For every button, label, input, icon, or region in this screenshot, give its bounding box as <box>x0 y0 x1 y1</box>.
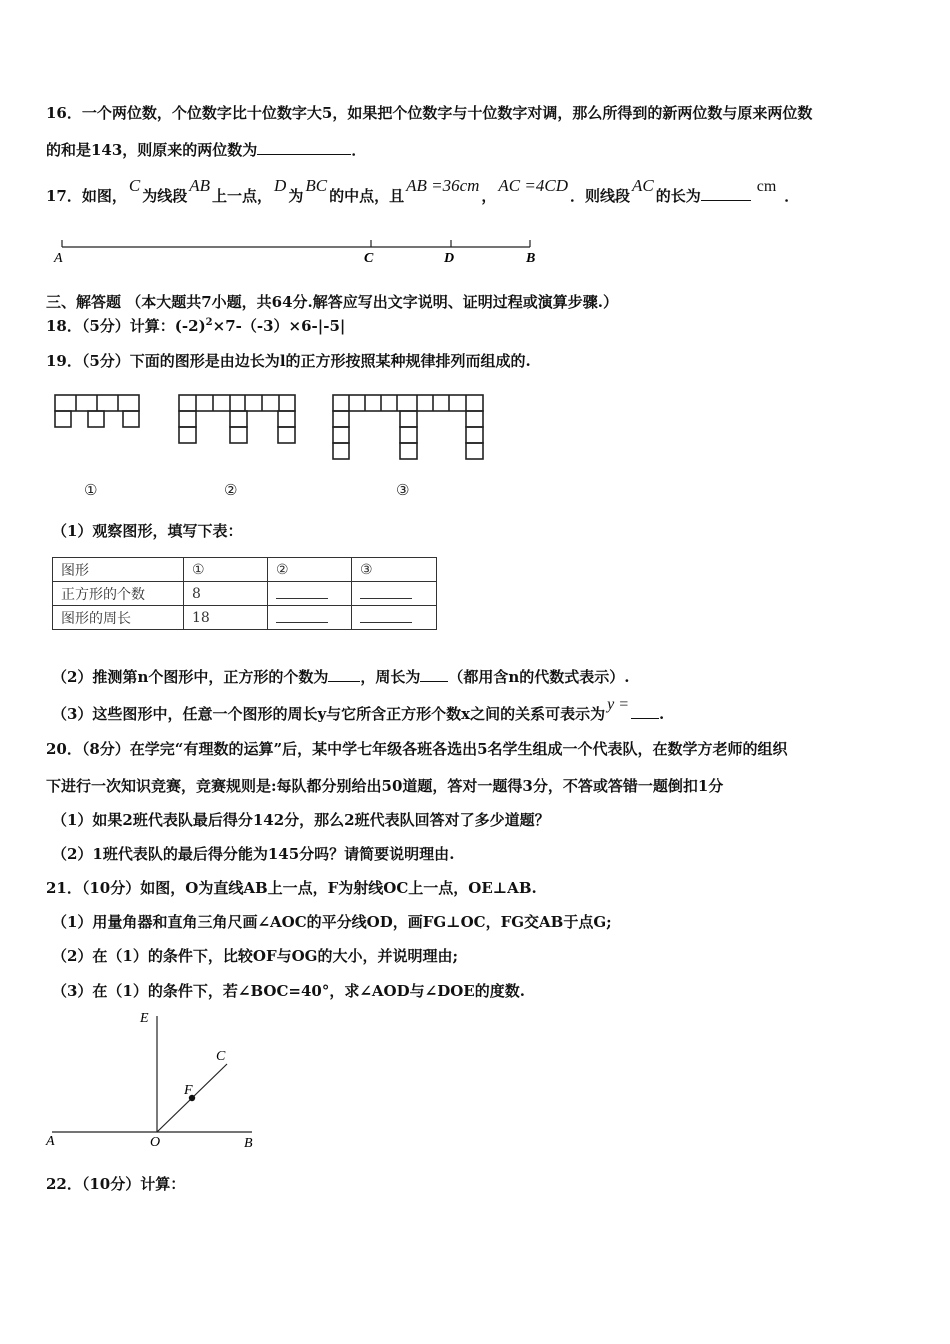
q17-stem <box>46 176 800 207</box>
label-F: F <box>184 1083 193 1098</box>
q16-line2: 的和是143，则原来的两位数为 ． <box>46 141 367 159</box>
table-header-3: ③ <box>352 558 437 582</box>
q19-label-3: ③ <box>396 481 410 499</box>
q17-eq1: AB =36cm <box>406 176 480 195</box>
label-A: A <box>46 1134 55 1149</box>
q20-line2: 下进行一次知识竞赛，竞赛规则是:每队都分别给出50道题，答对一题得3分，不答或答错一题倒扣1分 <box>46 777 724 795</box>
q19-part2c: （都用含n的代数式表示）. <box>448 668 630 686</box>
table-header-2: ② <box>268 558 352 582</box>
q17-comma: ， <box>481 187 497 205</box>
q17-math-AC: AC <box>631 176 654 195</box>
label-B: B <box>244 1136 253 1151</box>
q19-stem: 19．（5分）下面的图形是由边长为l的正方形按照某种规律排列而组成的. <box>46 352 531 370</box>
q18-post: ×7-（-3）×6-|-5| <box>212 317 346 335</box>
q16-answer-blank <box>257 140 351 155</box>
q17-t5: 的中点，且 <box>329 187 405 205</box>
q19-part3 <box>52 696 665 725</box>
q21-part3: （3）在（1）的条件下，若∠BOC=40°，求∠AOD与∠DOE的度数. <box>52 982 525 1000</box>
label-B: B <box>526 251 536 266</box>
q17-segment-figure <box>50 232 550 266</box>
answer-blank <box>420 667 448 682</box>
table-row <box>53 606 437 630</box>
q19-part1: （1）观察图形，填写下表： <box>52 522 243 540</box>
label-C: C <box>216 1049 226 1064</box>
table-row-label-count: 正方形的个数 <box>53 582 184 606</box>
q21-part2: （2）在（1）的条件下，比较OF与OG的大小，并说明理由; <box>52 947 459 965</box>
label-D: D <box>444 251 455 266</box>
q17-math-C: C <box>128 176 141 195</box>
q19-table <box>52 557 437 630</box>
label-E: E <box>140 1011 149 1026</box>
answer-blank <box>631 704 659 719</box>
q17-math-AB: AB <box>189 176 211 195</box>
table-cell-perimeter-2 <box>268 606 352 630</box>
q17-unit: cm <box>756 178 777 195</box>
q19-part2a: （2）推测第n个图形中，正方形的个数为 <box>52 668 329 686</box>
q19-figure-3 <box>332 394 486 462</box>
q17-t2: 为线段 <box>142 187 188 205</box>
label-O: O <box>150 1135 161 1150</box>
q21-figure <box>40 1008 270 1150</box>
table-row-label-perimeter: 图形的周长 <box>53 606 184 630</box>
q19-part2b: ，周长为 <box>360 668 421 686</box>
q18-sup: 2 <box>205 317 213 328</box>
q16-line1: 16．一个两位数，个位数字比十位数字大5，如果把个位数字与十位数字对调，那么所得到的新两位数与原来两位数 <box>46 104 813 122</box>
q17-t6: ．则线段 <box>569 187 630 205</box>
section-3-heading: 三、解答题 （本大题共7小题，共64分.解答应写出文字说明、证明过程或演算步骤.） <box>46 293 618 311</box>
q18-pre: 18．（5分）计算：(-2) <box>46 317 206 335</box>
q21-stem: 21．（10分）如图，O为直线AB上一点，F为射线OC上一点，OE⊥AB. <box>46 879 537 897</box>
table-cell-count-1: 8 <box>184 582 268 606</box>
answer-blank <box>360 584 412 599</box>
q17-eq2: AC =4CD <box>498 176 568 195</box>
table-cell-count-2 <box>268 582 352 606</box>
q19-label-2: ② <box>224 481 238 499</box>
q17-answer-blank <box>701 186 751 201</box>
table-row <box>53 582 437 606</box>
table-row <box>53 558 437 582</box>
q19-figure-1 <box>54 394 142 430</box>
q19-part3end: . <box>659 705 665 723</box>
table-cell-count-3 <box>352 582 437 606</box>
q20-part1: （1）如果2班代表队最后得分142分，那么2班代表队回答对了多少道题？ <box>52 811 550 829</box>
q19-part3y: y = <box>607 696 630 713</box>
label-A: A <box>54 251 63 266</box>
q17-t1: 17．如图， <box>46 187 127 205</box>
label-C: C <box>364 251 374 266</box>
q17-t7: 的长为 <box>655 187 701 205</box>
table-cell-perimeter-3 <box>352 606 437 630</box>
q22: 22．（10分）计算： <box>46 1175 186 1193</box>
q21-part1: （1）用量角器和直角三角尺画∠AOC的平分线OD，画FG⊥OC，FG交AB于点G; <box>52 913 612 931</box>
q20-line1: 20．（8分）在学完“有理数的运算”后，某中学七年级各班各选出5名学生组成一个代表队，在数学方老师的组织 <box>46 740 788 758</box>
q18 <box>46 316 345 339</box>
q17-math-BC: BC <box>305 176 328 195</box>
q19-part3a: （3）这些图形中，任意一个图形的周长y与它所含正方形个数x之间的关系可表示为 <box>52 705 606 723</box>
q19-figure-2 <box>178 394 298 446</box>
answer-blank <box>276 608 328 623</box>
table-header-figure: 图形 <box>53 558 184 582</box>
q17-math-D: D <box>274 176 287 195</box>
q19-part2 <box>52 667 630 687</box>
table-cell-perimeter-1: 18 <box>184 606 268 630</box>
answer-blank <box>328 667 360 682</box>
q17-t3: 上一点， <box>212 187 273 205</box>
q19-label-1: ① <box>84 481 98 499</box>
q16-line2-text: 的和是143，则原来的两位数为 <box>46 141 258 159</box>
q17-t4: 为 <box>288 187 304 205</box>
answer-blank <box>360 608 412 623</box>
answer-blank <box>276 584 328 599</box>
q17-end: ． <box>784 187 800 205</box>
table-header-1: ① <box>184 558 268 582</box>
q20-part2: （2）1班代表队的最后得分能为145分吗？请简要说明理由. <box>52 845 455 863</box>
